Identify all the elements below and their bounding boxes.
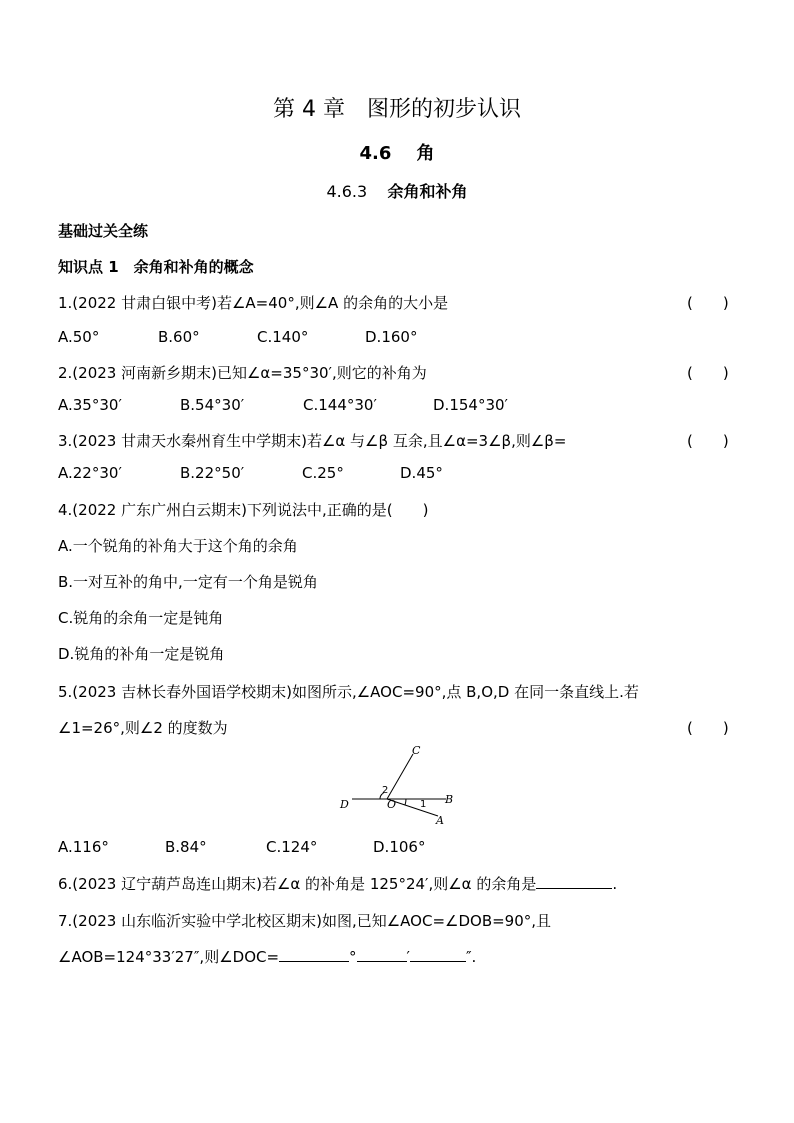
- option-a: A.22°30′: [58, 464, 122, 482]
- question-3: 3.(2023 甘肃天水秦州育生中学期末)若∠α 与∠β 互余,且∠α=3∠β,则∠β=: [58, 432, 567, 450]
- angle-figure: [336, 744, 466, 828]
- option-c: C.144°30′: [303, 396, 377, 414]
- option-a: A.35°30′: [58, 396, 122, 414]
- question-6: [58, 873, 617, 894]
- section-number: 4.6: [359, 143, 392, 164]
- option-d: D.154°30′: [433, 396, 508, 414]
- options-3: [58, 464, 443, 482]
- subsection-name: 余角和补角: [387, 182, 468, 201]
- question-6-end: .: [612, 875, 618, 893]
- practice-heading: 基础过关全练: [58, 222, 149, 240]
- option-c: C.25°: [302, 464, 344, 482]
- option-c: C.124°: [266, 838, 318, 856]
- option-d: D.45°: [400, 464, 443, 482]
- answer-paren-3: ( ): [687, 432, 729, 450]
- degree-symbol: °: [349, 948, 357, 966]
- chapter-title: 第 4 章 图形的初步认识: [273, 97, 521, 122]
- question-4: 4.(2022 广东广州白云期末)下列说法中,正确的是( ): [58, 501, 429, 519]
- question-7-line1: 7.(2023 山东临沂实验中学北校区期末)如图,已知∠AOC=∠DOB=90°,且: [58, 912, 552, 930]
- options-1: [58, 328, 417, 346]
- label-o: O: [387, 798, 397, 811]
- question-6-text: 6.(2023 辽宁葫芦岛连山期末)若∠α 的补角是 125°24′,则∠α 的余角是: [58, 875, 537, 893]
- option-b: B.54°30′: [180, 396, 245, 414]
- answer-blank-seconds[interactable]: [410, 947, 466, 962]
- minute-symbol: ′: [406, 948, 410, 966]
- question-7-text: ∠AOB=124°33′27″,则∠DOC=: [58, 948, 280, 966]
- option-d: D.锐角的补角一定是锐角: [58, 645, 225, 663]
- options-5: [58, 838, 425, 856]
- second-symbol: ″.: [465, 948, 477, 966]
- answer-blank[interactable]: [536, 874, 612, 889]
- option-a: A.一个锐角的补角大于这个角的余角: [58, 537, 298, 555]
- option-b: B.一对互补的角中,一定有一个角是锐角: [58, 573, 318, 591]
- answer-paren-5: ( ): [687, 719, 729, 737]
- label-b: B: [445, 793, 454, 806]
- label-d: D: [340, 798, 349, 811]
- option-d: D.106°: [373, 838, 426, 856]
- label-c: C: [412, 744, 421, 757]
- option-c: C.锐角的余角一定是钝角: [58, 609, 224, 627]
- option-b: B.22°50′: [180, 464, 245, 482]
- option-b: B.84°: [165, 838, 207, 856]
- option-a: A.50°: [58, 328, 100, 346]
- question-2: 2.(2023 河南新乡期末)已知∠α=35°30′,则它的补角为: [58, 364, 427, 382]
- angle-1-arc: [405, 799, 406, 805]
- section-title: [0, 139, 794, 165]
- option-c: C.140°: [257, 328, 309, 346]
- answer-paren-1: ( ): [687, 294, 729, 312]
- section-name: 角: [416, 143, 435, 164]
- question-1: 1.(2022 甘肃白银中考)若∠A=40°,则∠A 的余角的大小是: [58, 294, 449, 312]
- option-a: A.116°: [58, 838, 109, 856]
- subsection-title: [0, 179, 794, 202]
- answer-paren-2: ( ): [687, 364, 729, 382]
- option-b: B.60°: [158, 328, 200, 346]
- label-angle-1: 1: [420, 799, 427, 810]
- question-5-line1: 5.(2023 吉林长春外国语学校期末)如图所示,∠AOC=90°,点 B,O,D 在同一条直线上.若: [58, 683, 639, 701]
- label-a: A: [436, 814, 444, 827]
- ray-oc: [387, 754, 413, 799]
- question-5-line2: ∠1=26°,则∠2 的度数为: [58, 719, 228, 737]
- subsection-number: 4.6.3: [326, 182, 368, 201]
- answer-blank-degrees[interactable]: [279, 947, 349, 962]
- knowledge-point-heading: 知识点 1 余角和补角的概念: [58, 258, 254, 276]
- label-angle-2: 2: [382, 785, 389, 796]
- options-2: [58, 396, 508, 414]
- question-7-line2: [58, 946, 476, 967]
- answer-blank-minutes[interactable]: [357, 947, 407, 962]
- option-d: D.160°: [365, 328, 418, 346]
